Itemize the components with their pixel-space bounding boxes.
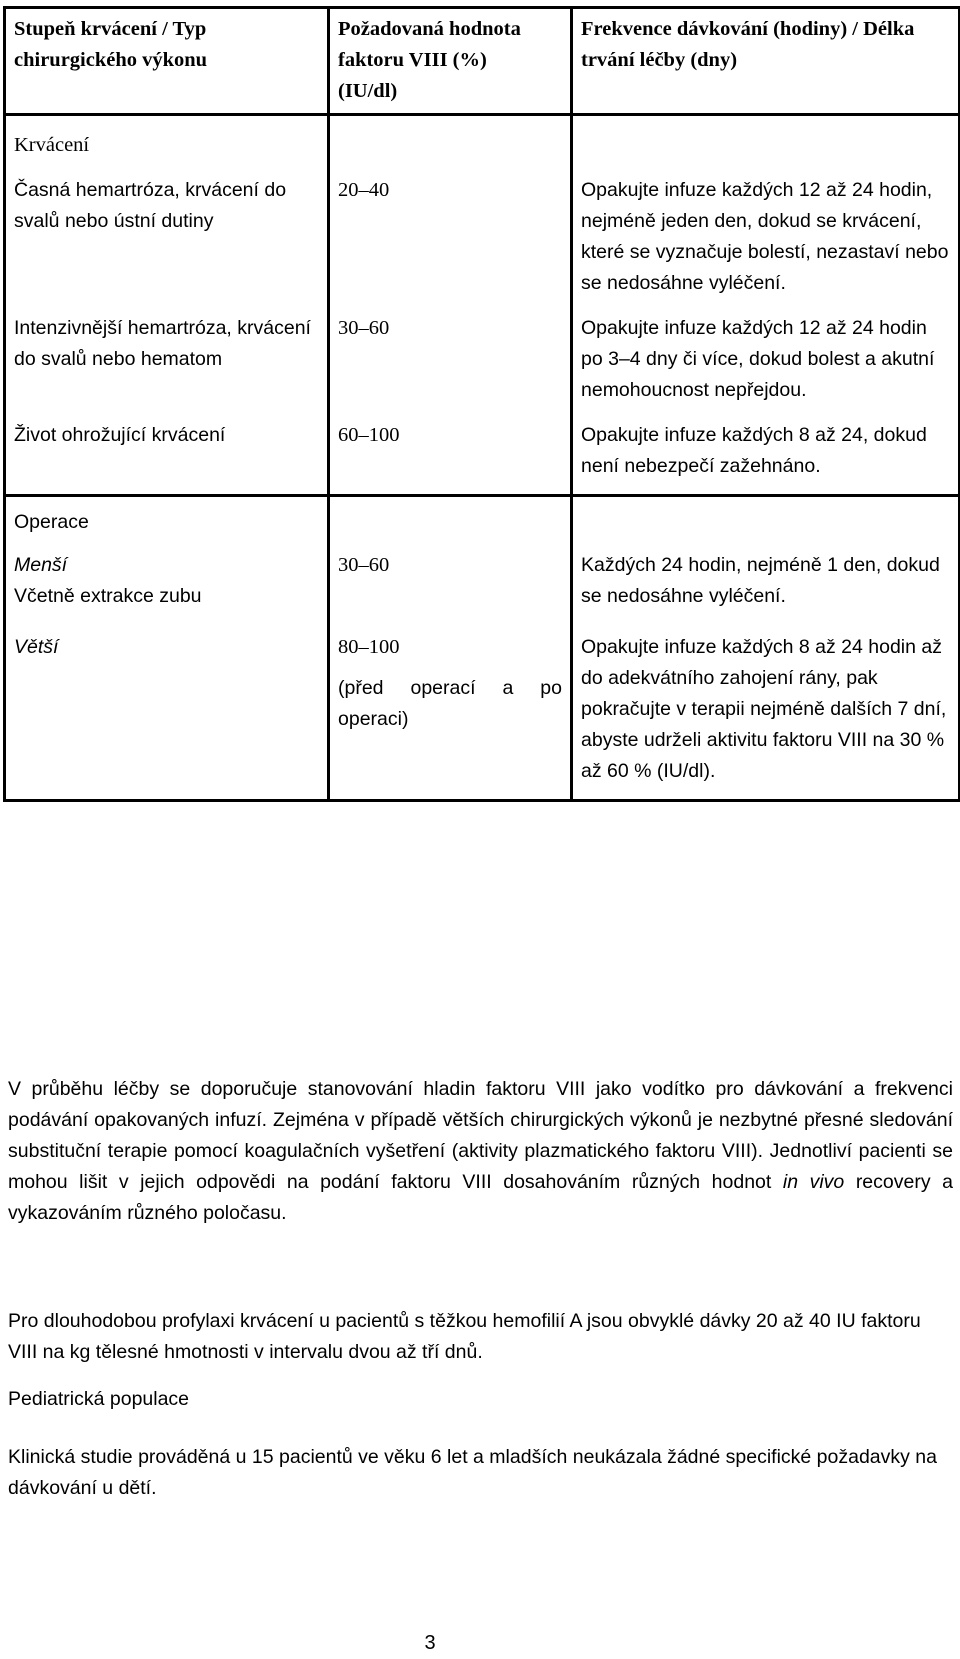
pediatric-heading: Pediatrická populace: [8, 1388, 190, 1410]
table-row: [5, 632, 960, 801]
table-row: [5, 175, 960, 313]
table-header-row: [5, 8, 960, 115]
grade-minor-label: Menší: [14, 554, 68, 576]
level-cell: 30–60: [329, 550, 572, 632]
level-cell: 30–60: [329, 313, 572, 420]
level-cell: [329, 632, 572, 801]
grade-cell: Intenzivnější hemartróza, krvácení do svalů nebo hematom: [5, 313, 329, 420]
grade-minor-note: Včetně extrakce zubu: [14, 585, 202, 607]
frequency-cell: Opakujte infuze každých 8 až 24 hodin až do adekvátního zahojení rány, pak pokračujte v terapii nejméně dalších 7 dní, abyste udrželi aktivitu faktoru VIII na 30 % až 60 % (IU/dl).: [572, 632, 960, 801]
monitoring-text-end: recovery a vykazováním různého poločasu.: [8, 1171, 953, 1224]
level-value: 80–100: [338, 636, 400, 658]
section-row-surgery: [5, 496, 960, 551]
monitoring-text: V průběhu léčby se doporučuje stanovování hladin faktoru VIII jako vodítko pro dávkování a frekvenci podávání opakovaných infuzí. Zejména v případě větších chirurgických výkonů je nezbytné přesné sledování substituční terapie pomocí koagulačních vyšetření (aktivity plazmatického faktoru VIII). Jednotliví pacienti se mohou lišit v jejich odpovědi na podání faktoru VIII dosahováním různých hodnot: [8, 1078, 953, 1193]
header-frequency: Frekvence dávkování (hodiny) / Délka trvání léčby (dny): [572, 8, 960, 115]
frequency-cell: Opakujte infuze každých 8 až 24, dokud není nebezpečí zažehnáno.: [572, 420, 960, 496]
table-row: [5, 550, 960, 632]
frequency-cell: Každých 24 hodin, nejméně 1 den, dokud se nedosáhne vyléčení.: [572, 550, 960, 632]
header-level: Požadovaná hodnota faktoru VIII (%) (IU/dl): [329, 8, 572, 115]
frequency-cell: Opakujte infuze každých 12 až 24 hodin po 3–4 dny či více, dokud bolest a akutní nemohoucnost nepřejdou.: [572, 313, 960, 420]
grade-cell: Život ohrožující krvácení: [5, 420, 329, 496]
page-number: 3: [424, 1632, 436, 1654]
grade-major-label: Větší: [5, 632, 329, 801]
grade-cell: [5, 550, 329, 632]
section-row-bleeding: [5, 115, 960, 176]
prophylaxis-paragraph: Pro dlouhodobou profylaxi krvácení u pacientů s těžkou hemofilií A jsou obvyklé dávky 20 až 40 IU faktoru VIII na kg tělesné hmotnosti v intervalu dvou až tří dnů.: [8, 1310, 921, 1363]
frequency-cell: Opakujte infuze každých 12 až 24 hodin, nejméně jeden den, dokud se krvácení, které se vyznačuje bolestí, nezastaví nebo se nedosáhne vyléčení.: [572, 175, 960, 313]
section-title-bleeding: Krvácení: [5, 115, 329, 176]
header-grade: Stupeň krvácení / Typ chirurgického výkonu: [5, 8, 329, 115]
level-cell: 20–40: [329, 175, 572, 313]
level-note: (před operací a po operaci): [338, 677, 562, 730]
pediatric-paragraph: Klinická studie prováděná u 15 pacientů ve věku 6 let a mladších neukázala žádné specifické požadavky na dávkování u dětí.: [8, 1446, 937, 1499]
in-vivo-term: in vivo: [782, 1171, 845, 1193]
monitoring-paragraph: [8, 1074, 953, 1229]
table-row: [5, 313, 960, 420]
level-cell: 60–100: [329, 420, 572, 496]
dosage-table: [3, 6, 960, 802]
section-title-surgery: Operace: [5, 496, 329, 551]
grade-cell: Časná hemartróza, krvácení do svalů nebo ústní dutiny: [5, 175, 329, 313]
table-row: [5, 420, 960, 496]
